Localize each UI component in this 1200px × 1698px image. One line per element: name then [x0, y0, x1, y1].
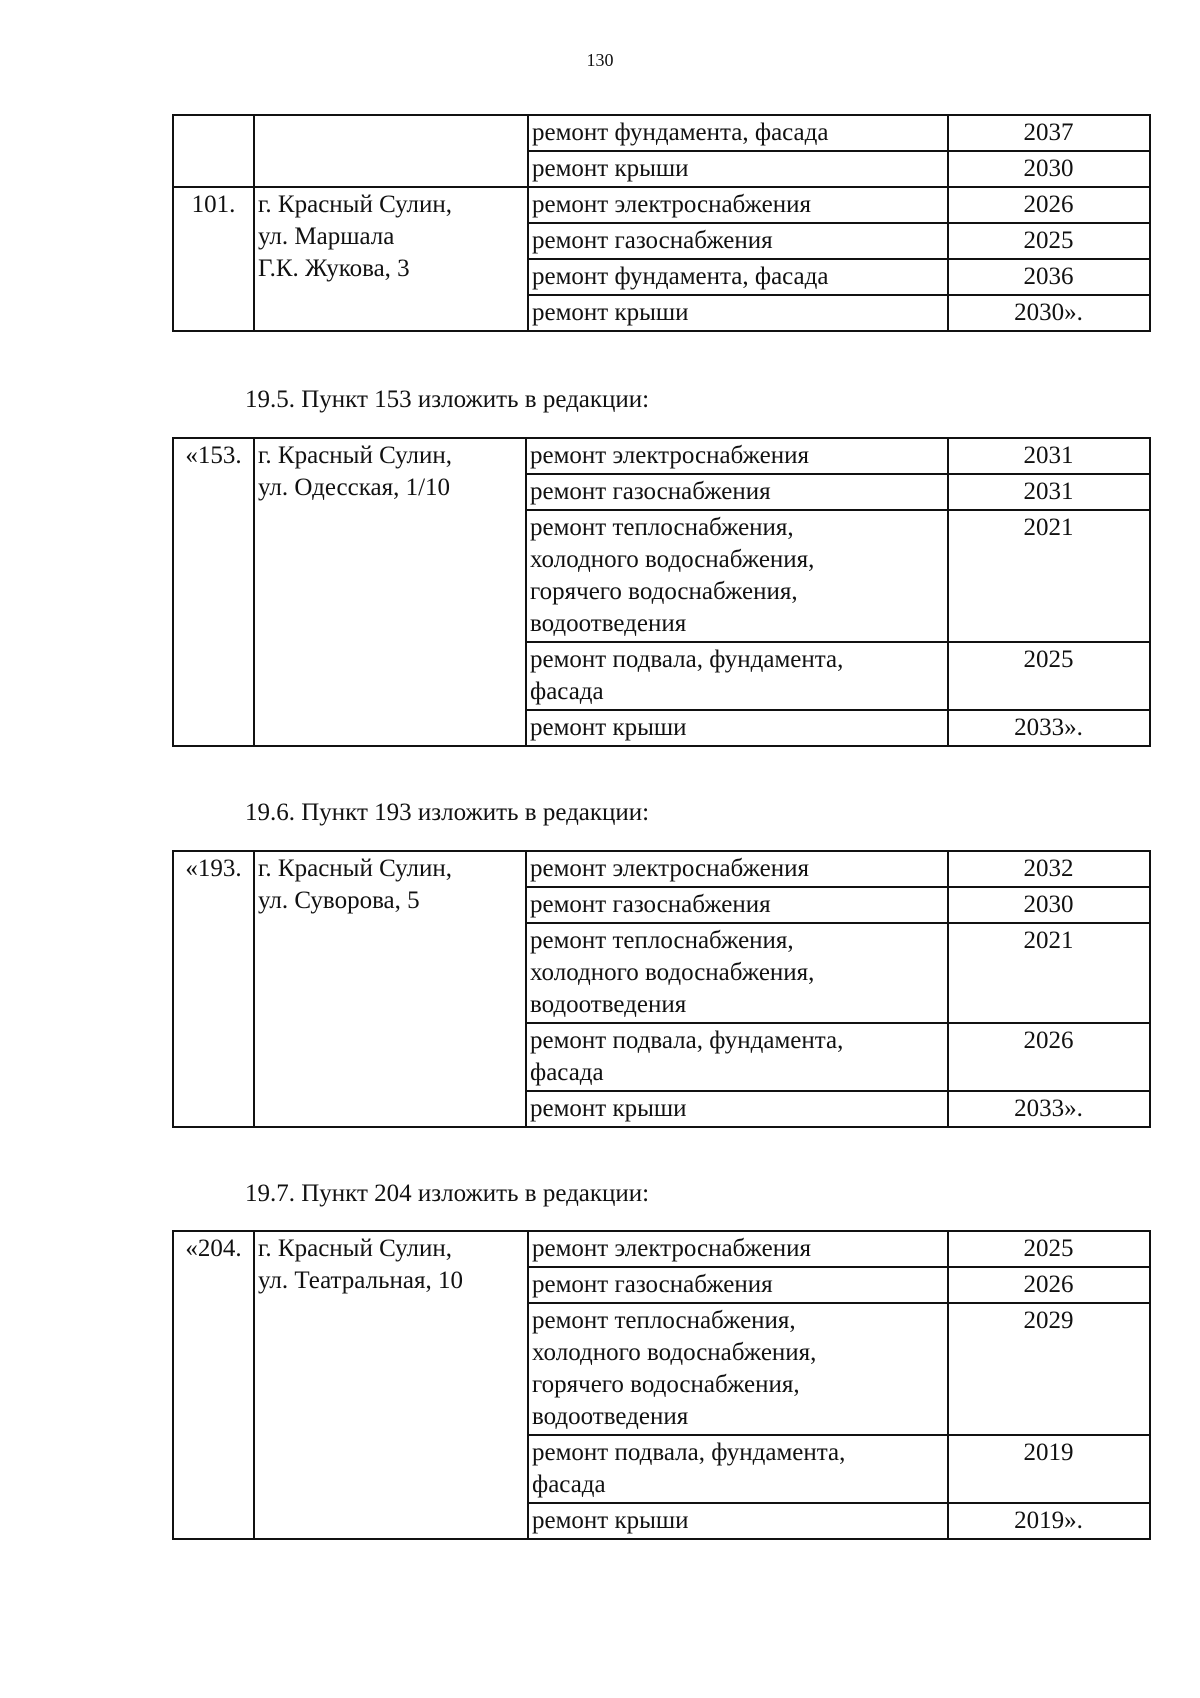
year-cell: 2030».: [948, 295, 1150, 331]
work-line: ремонт теплоснабжения,: [532, 1307, 796, 1334]
work-type-cell: [526, 510, 948, 642]
work-line: водоотведения: [530, 610, 687, 637]
address-line: г. Красный Сулин,: [258, 1235, 453, 1262]
work-type-cell: [528, 1303, 948, 1435]
housing-table-continued: [172, 114, 1151, 332]
work-type-cell: [526, 642, 948, 710]
address-cell: [254, 1231, 528, 1539]
work-line: ремонт теплоснабжения,: [530, 927, 794, 954]
section-heading-153: 19.5. Пункт 153 изложить в редакции:: [245, 386, 650, 413]
address-line: ул. Театральная, 10: [258, 1267, 463, 1294]
year-cell: 2021: [948, 510, 1150, 642]
address-line: г. Красный Сулин,: [258, 442, 453, 469]
work-type-cell: [528, 1435, 948, 1503]
year-cell: 2019».: [948, 1503, 1150, 1539]
work-type-cell: ремонт электроснабжения: [528, 187, 948, 223]
year-cell: 2030: [948, 151, 1150, 187]
section-heading-193: 19.6. Пункт 193 изложить в редакции:: [245, 799, 650, 826]
year-cell: 2019: [948, 1435, 1150, 1503]
year-cell: 2033».: [948, 1091, 1150, 1127]
work-type-cell: [526, 923, 948, 1023]
work-type-cell: ремонт крыши: [528, 295, 948, 331]
work-line: ремонт подвала, фундамента,: [532, 1439, 846, 1466]
work-type-cell: ремонт электроснабжения: [526, 851, 948, 887]
year-cell: 2026: [948, 1267, 1150, 1303]
work-type-cell: [526, 1023, 948, 1091]
work-type-cell: ремонт крыши: [528, 1503, 948, 1539]
work-line: холодного водоснабжения,: [530, 959, 815, 986]
year-cell: 2021: [948, 923, 1150, 1023]
page-number: 130: [586, 50, 614, 70]
work-line: ремонт подвала, фундамента,: [530, 646, 844, 673]
work-line: фасада: [530, 1059, 604, 1086]
address-line: г. Красный Сулин,: [258, 855, 453, 882]
table-row: [173, 187, 1150, 223]
item-number-cell: 101.: [173, 187, 254, 331]
item-number-cell: «153.: [173, 438, 254, 746]
year-cell: 2026: [948, 187, 1150, 223]
work-type-cell: ремонт газоснабжения: [526, 474, 948, 510]
table-row: [173, 438, 1150, 474]
year-cell: 2025: [948, 1231, 1150, 1267]
work-type-cell: ремонт фундамента, фасада: [528, 115, 948, 151]
item-number-cell: [173, 115, 254, 187]
address-line: Г.К. Жукова, 3: [258, 255, 410, 282]
item-204-table: [172, 1230, 1151, 1540]
address-line: ул. Суворова, 5: [258, 887, 420, 914]
work-type-cell: ремонт газоснабжения: [528, 223, 948, 259]
address-cell: [254, 115, 528, 187]
work-type-cell: ремонт газоснабжения: [528, 1267, 948, 1303]
address-cell: [254, 851, 526, 1127]
address-line: ул. Одесская, 1/10: [258, 474, 451, 501]
work-type-cell: ремонт газоснабжения: [526, 887, 948, 923]
item-number-cell: «204.: [173, 1231, 254, 1539]
year-cell: 2037: [948, 115, 1150, 151]
work-line: горячего водоснабжения,: [532, 1371, 800, 1398]
item-193-table: [172, 850, 1151, 1128]
address-line: г. Красный Сулин,: [258, 191, 453, 218]
work-type-cell: ремонт крыши: [528, 151, 948, 187]
work-type-cell: ремонт фундамента, фасада: [528, 259, 948, 295]
table-row: [173, 851, 1150, 887]
work-line: холодного водоснабжения,: [530, 546, 815, 573]
item-153-table: [172, 437, 1151, 747]
work-line: ремонт теплоснабжения,: [530, 514, 794, 541]
year-cell: 2036: [948, 259, 1150, 295]
work-line: горячего водоснабжения,: [530, 578, 798, 605]
address-cell: [254, 438, 526, 746]
work-line: холодного водоснабжения,: [532, 1339, 817, 1366]
year-cell: 2030: [948, 887, 1150, 923]
table-row: [173, 1231, 1150, 1267]
year-cell: 2031: [948, 474, 1150, 510]
section-heading-204: 19.7. Пункт 204 изложить в редакции:: [245, 1180, 650, 1207]
work-line: ремонт подвала, фундамента,: [530, 1027, 844, 1054]
work-type-cell: ремонт электроснабжения: [528, 1231, 948, 1267]
work-line: водоотведения: [530, 991, 687, 1018]
year-cell: 2026: [948, 1023, 1150, 1091]
year-cell: 2032: [948, 851, 1150, 887]
year-cell: 2025: [948, 223, 1150, 259]
work-type-cell: ремонт электроснабжения: [526, 438, 948, 474]
work-line: фасада: [532, 1471, 606, 1498]
address-line: ул. Маршала: [258, 223, 395, 250]
address-cell: [254, 187, 528, 331]
work-line: фасада: [530, 678, 604, 705]
table-row: [173, 115, 1150, 151]
work-type-cell: ремонт крыши: [526, 710, 948, 746]
year-cell: 2031: [948, 438, 1150, 474]
work-line: водоотведения: [532, 1403, 689, 1430]
item-number-cell: «193.: [173, 851, 254, 1127]
work-type-cell: ремонт крыши: [526, 1091, 948, 1127]
year-cell: 2029: [948, 1303, 1150, 1435]
year-cell: 2033».: [948, 710, 1150, 746]
year-cell: 2025: [948, 642, 1150, 710]
